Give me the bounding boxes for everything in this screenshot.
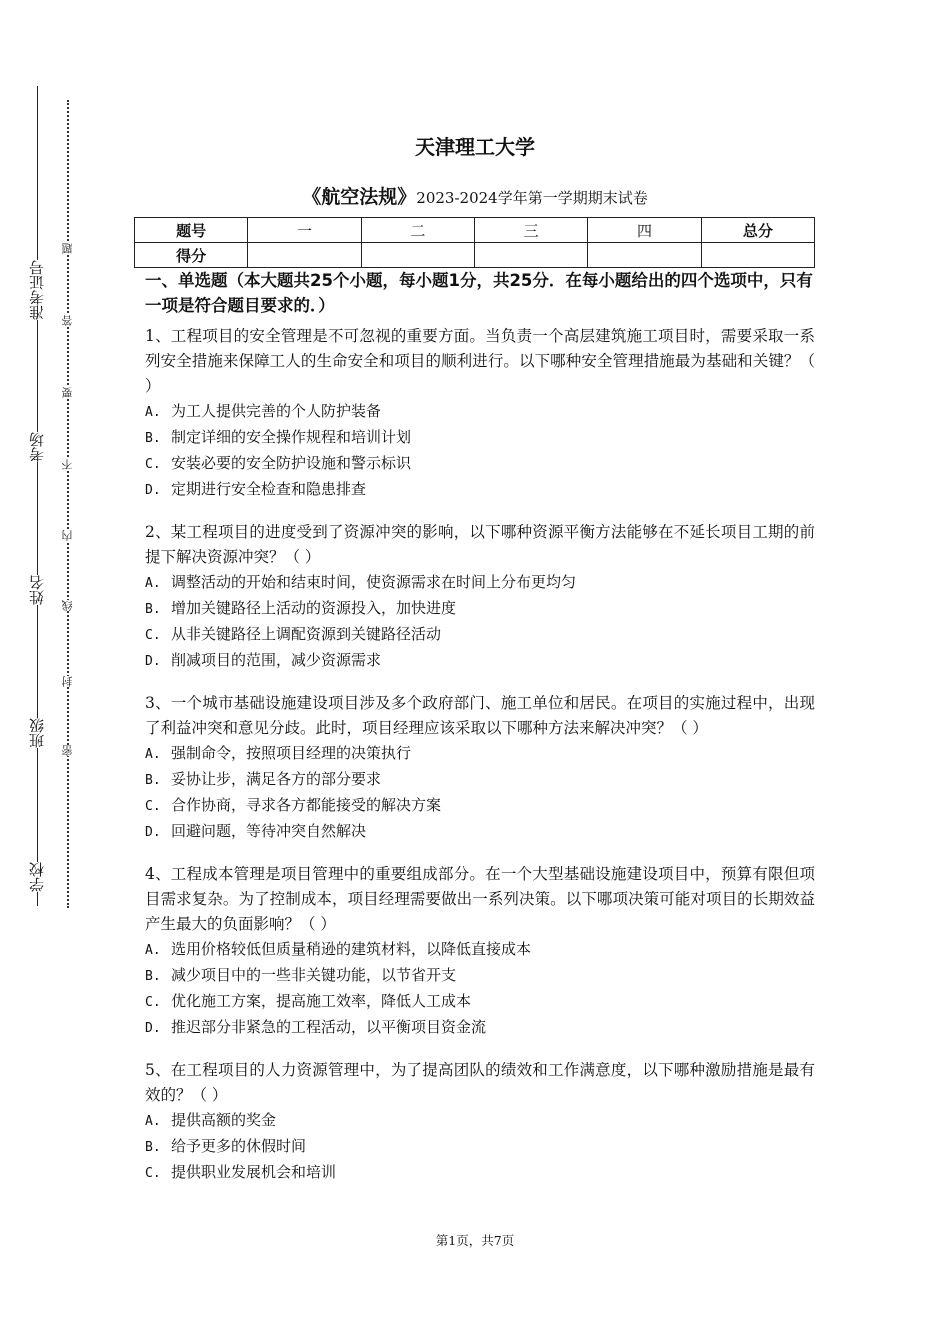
option-text: 优化施工方案，提高施工效率，降低人工成本 — [171, 992, 472, 1010]
option-d — [145, 1015, 815, 1041]
option-letter: B. — [145, 602, 161, 617]
margin-label-exam-room: 考场 — [24, 432, 50, 462]
score-cell[interactable] — [361, 243, 474, 268]
option-letter: D. — [145, 654, 161, 669]
exam-term: 2023-2024学年第一学期期末试卷 — [416, 189, 648, 207]
course-name: 《航空法规》 — [302, 186, 417, 208]
option-d — [145, 477, 815, 503]
option-text: 妥协让步，满足各方的部分要求 — [171, 770, 382, 788]
seal-dotted-line — [67, 100, 69, 908]
option-b — [145, 963, 815, 989]
question-list — [145, 268, 815, 1203]
seal-char: 题 — [61, 243, 74, 254]
margin-label-class: 班级 — [24, 718, 50, 748]
option-a — [145, 741, 815, 767]
option-b — [145, 425, 815, 451]
score-header-cell: 题号 — [135, 218, 248, 243]
option-a — [145, 937, 815, 963]
option-letter: A. — [145, 943, 161, 958]
seal-char: 封 — [61, 676, 74, 687]
option-letter: C. — [145, 995, 161, 1010]
option-c — [145, 989, 815, 1015]
question-stem: 5、在工程项目的人力资源管理中，为了提高团队的绩效和工作满意度，以下哪种激励措施是最有效的？（ ） — [145, 1061, 815, 1104]
score-cell[interactable] — [588, 243, 701, 268]
question — [145, 520, 815, 674]
margin-label-school: 学校 — [24, 862, 50, 892]
question — [145, 324, 815, 503]
option-c — [145, 451, 815, 477]
question-stem: 1、工程项目的安全管理是不可忽视的重要方面。当负责一个高层建筑施工项目时，需要采取一系列安全措施来保障工人的生命安全和项目的顺利进行。以下哪种安全管理措施最为基础和关键？（ ） — [145, 327, 815, 395]
option-letter: D. — [145, 1021, 161, 1036]
option-text: 强制命令，按照项目经理的决策执行 — [171, 744, 412, 762]
option-a — [145, 1108, 815, 1134]
binding-line — [37, 86, 38, 906]
option-letter: C. — [145, 1166, 161, 1181]
seal-char: 要 — [61, 387, 74, 398]
option-text: 安装必要的安全防护设施和警示标识 — [171, 454, 412, 472]
page-footer: 第1页，共7页 — [435, 1233, 515, 1248]
score-table-header-row — [135, 218, 815, 243]
score-cell[interactable] — [701, 243, 814, 268]
question — [145, 691, 815, 845]
option-text: 制定详细的安全操作规程和培训计划 — [171, 428, 412, 446]
option-text: 为工人提供完善的个人防护装备 — [171, 402, 382, 420]
question-stem: 4、工程成本管理是项目管理中的重要组成部分。在一个大型基础设施建设项目中，预算有限但项目需求复杂。为了控制成本，项目经理需要做出一系列决策。以下哪项决策可能对项目的长期效益产生最大的负面影响？（ ） — [145, 865, 815, 933]
option-b — [145, 1134, 815, 1160]
margin-label-name: 姓名 — [24, 575, 50, 605]
score-row-label: 得分 — [135, 243, 248, 268]
seal-char: 内 — [61, 530, 74, 541]
option-text: 回避问题，等待冲突自然解决 — [171, 822, 367, 840]
score-header-cell: 二 — [361, 218, 474, 243]
option-letter: D. — [145, 483, 161, 498]
seal-char: 线 — [61, 600, 74, 611]
option-text: 提供高额的奖金 — [171, 1111, 277, 1129]
score-header-cell: 总分 — [701, 218, 814, 243]
question-stem: 3、一个城市基础设施建设项目涉及多个政府部门、施工单位和居民。在项目的实施过程中，出现了利益冲突和意见分歧。此时，项目经理应该采取以下哪种方法来解决冲突？（ ） — [145, 694, 815, 737]
question — [145, 862, 815, 1041]
option-letter: B. — [145, 773, 161, 788]
seal-char: 不 — [61, 459, 74, 470]
option-d — [145, 819, 815, 845]
exam-subtitle — [0, 182, 950, 209]
option-letter: B. — [145, 431, 161, 446]
margin-label-exam-number: 准考证号 — [24, 260, 50, 320]
question-stem: 2、某工程项目的进度受到了资源冲突的影响，以下哪种资源平衡方法能够在不延长项目工期的前提下解决资源冲突？（ ） — [145, 523, 815, 566]
score-table — [134, 217, 815, 268]
option-text: 选用价格较低但质量稍逊的建筑材料，以降低直接成本 — [171, 940, 532, 958]
seal-char: 密 — [61, 745, 74, 756]
option-text: 削减项目的范围，减少资源需求 — [171, 651, 382, 669]
option-letter: D. — [145, 825, 161, 840]
option-letter: C. — [145, 457, 161, 472]
option-c — [145, 622, 815, 648]
score-header-cell: 一 — [248, 218, 361, 243]
option-letter: A. — [145, 1114, 161, 1129]
option-a — [145, 570, 815, 596]
option-b — [145, 596, 815, 622]
option-letter: A. — [145, 747, 161, 762]
score-cell[interactable] — [248, 243, 361, 268]
option-letter: B. — [145, 1140, 161, 1155]
option-text: 推迟部分非紧急的工程活动，以平衡项目资金流 — [171, 1018, 487, 1036]
option-text: 提供职业发展机会和培训 — [171, 1163, 337, 1181]
score-cell[interactable] — [474, 243, 587, 268]
option-letter: A. — [145, 576, 161, 591]
option-text: 合作协商，寻求各方都能接受的解决方案 — [171, 796, 442, 814]
option-text: 给予更多的休假时间 — [171, 1137, 307, 1155]
option-letter: C. — [145, 628, 161, 643]
section-title: 一、单选题（本大题共25个小题，每小题1分，共25分．在每小题给出的四个选项中，只有一项是符合题目要求的．） — [145, 271, 813, 315]
score-table-score-row — [135, 243, 815, 268]
score-header-cell: 四 — [588, 218, 701, 243]
seal-char: 答 — [61, 315, 74, 326]
option-d — [145, 648, 815, 674]
option-a — [145, 399, 815, 425]
option-text: 定期进行安全检查和隐患排查 — [171, 480, 367, 498]
option-text: 增加关键路径上活动的资源投入，加快进度 — [171, 599, 457, 617]
option-text: 调整活动的开始和结束时间，使资源需求在时间上分布更均匀 — [171, 573, 577, 591]
score-header-cell: 三 — [474, 218, 587, 243]
question — [145, 1058, 815, 1186]
option-c — [145, 1160, 815, 1186]
option-c — [145, 793, 815, 819]
option-text: 从非关键路径上调配资源到关键路径活动 — [171, 625, 442, 643]
option-letter: B. — [145, 969, 161, 984]
university-title: 天津理工大学 — [415, 135, 535, 159]
option-text: 减少项目中的一些非关键功能，以节省开支 — [171, 966, 457, 984]
option-b — [145, 767, 815, 793]
option-letter: A. — [145, 405, 161, 420]
option-letter: C. — [145, 799, 161, 814]
